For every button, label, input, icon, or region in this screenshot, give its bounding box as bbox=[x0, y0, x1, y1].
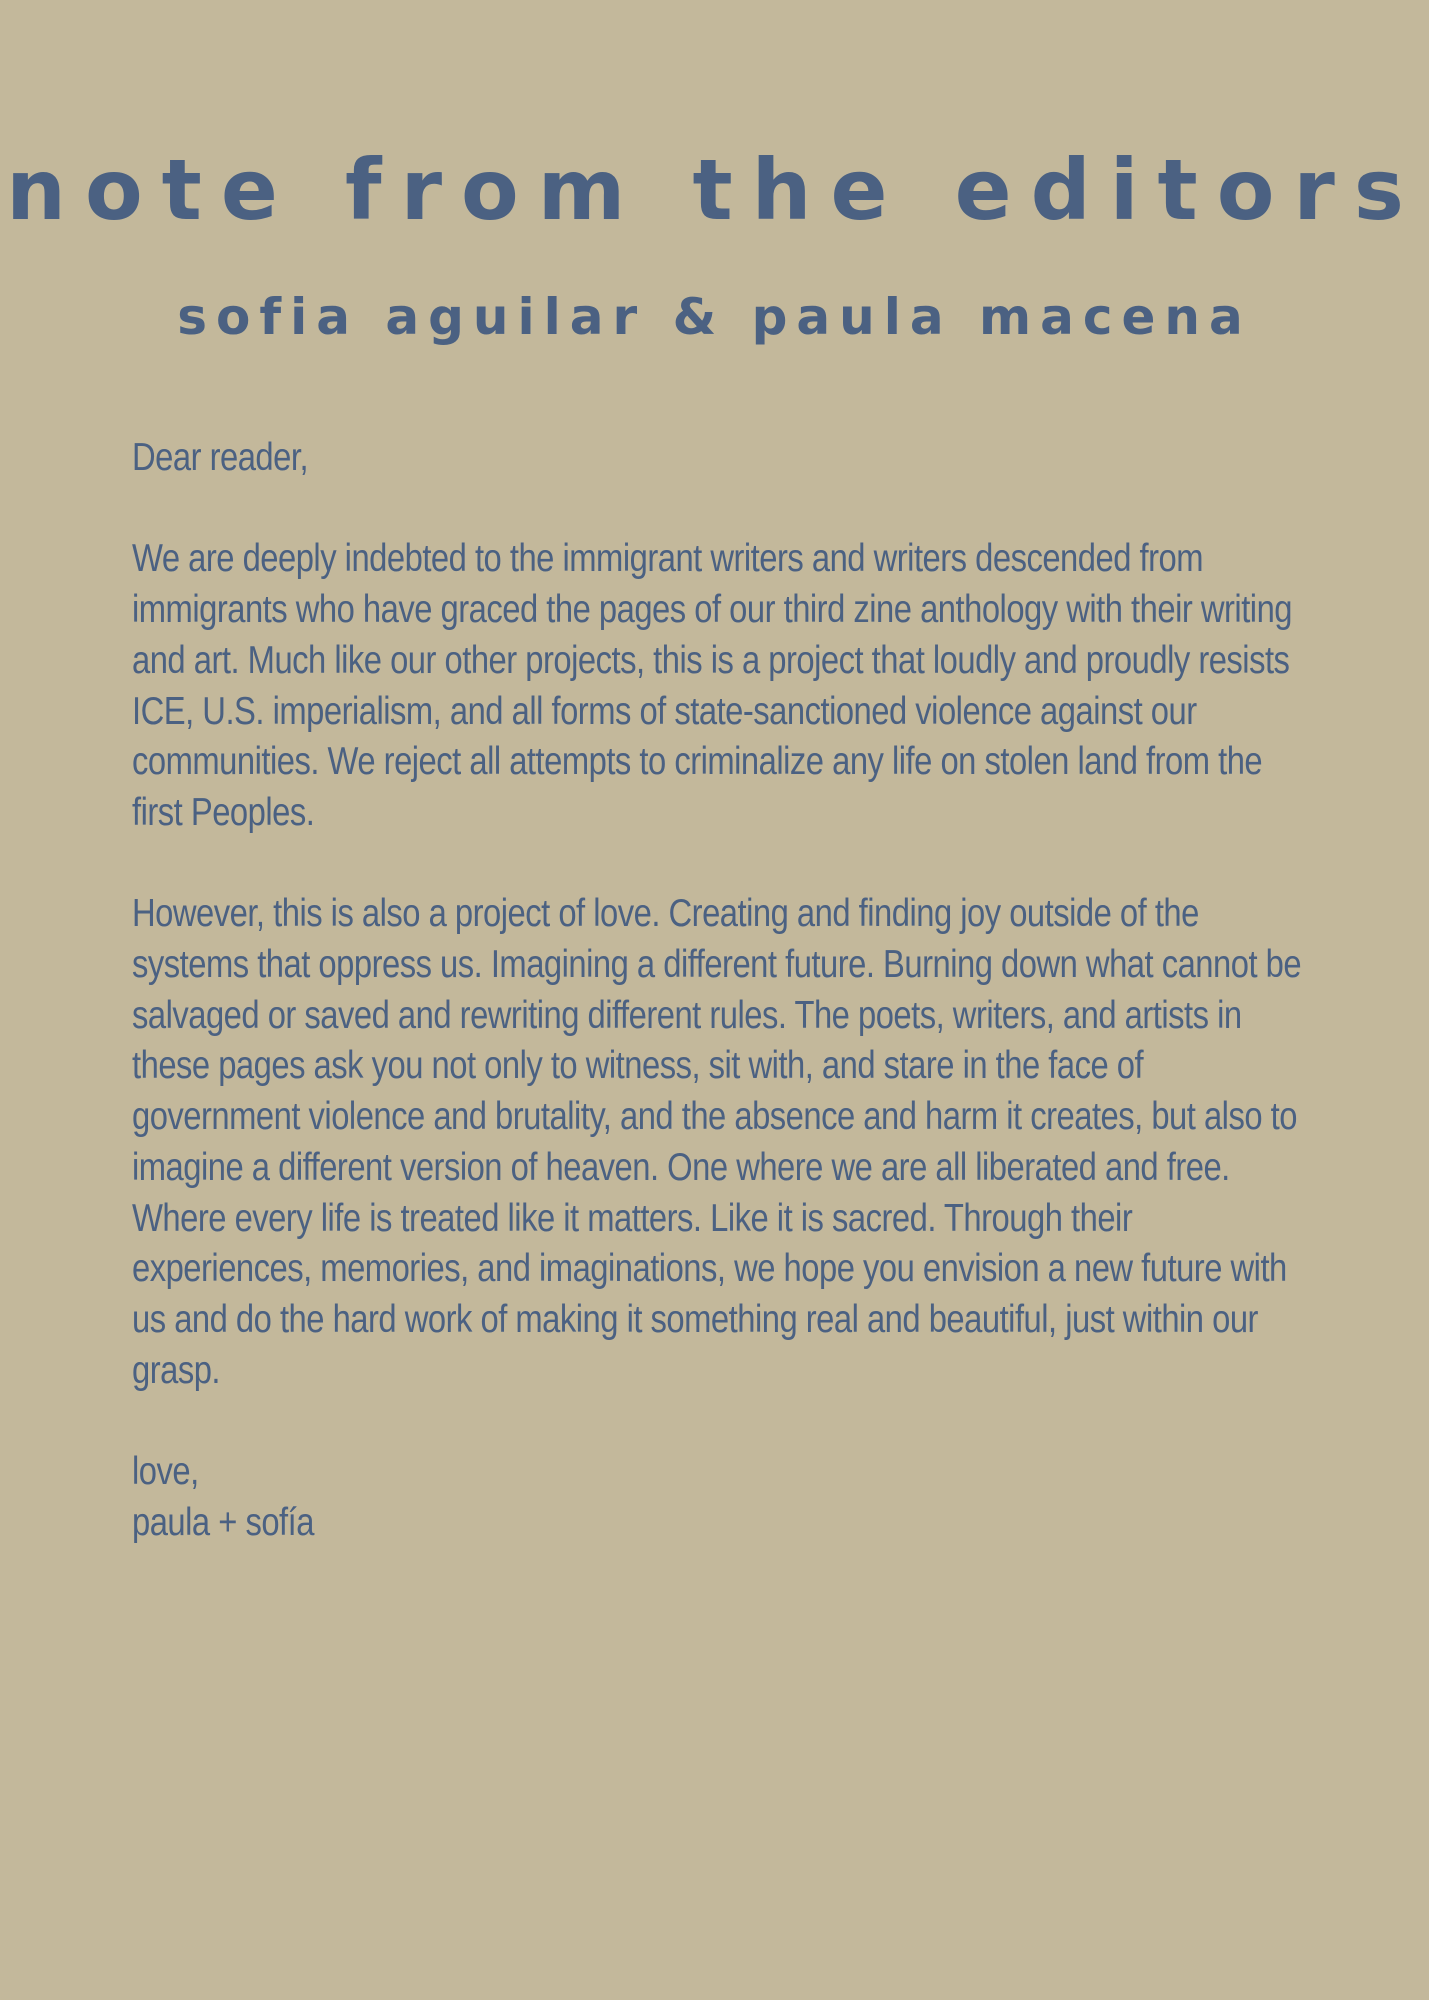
letter-paragraph-2: However, this is also a project of love. Creating and finding joy outside of the systems that oppress us. Imagining a different future. Burning down what cannot be salvaged or saved and rewriting different rules. The poets, writers, and artists in these pages ask you not only to witness, sit with, and stare in the face of government violence and brutality, and the absence and harm it creates, but also to imagine a different version of heaven. One where we are all liberated and free. Where every life is treated like it matters. Like it is sacred. Through their experiences, memories, and imaginations, we hope you envision a new future with us and do the hard work of making it something real and beautiful, just within our grasp. bbox=[132, 892, 1302, 1392]
letter-greeting: Dear reader, bbox=[132, 436, 309, 479]
letter-signature: paula + sofía bbox=[132, 1500, 314, 1544]
letter-body bbox=[132, 433, 1316, 1548]
letter-paragraph-1: We are deeply indebted to the immigrant writers and writers descended from immigrants who have graced the pages of our third zine anthology with their writing and art. Much like our other projects, this is a project that loudly and proudly resists ICE, U.S. imperialism, and all forms of state-sanctioned violence against our communities. We reject all attempts to criminalize any life on stolen land from the first Peoples. bbox=[132, 537, 1293, 834]
editors-byline: sofia aguilar & paula macena bbox=[177, 288, 1252, 346]
letter-closing: love, bbox=[132, 1450, 199, 1494]
page-title: note from the editors bbox=[6, 141, 1423, 239]
